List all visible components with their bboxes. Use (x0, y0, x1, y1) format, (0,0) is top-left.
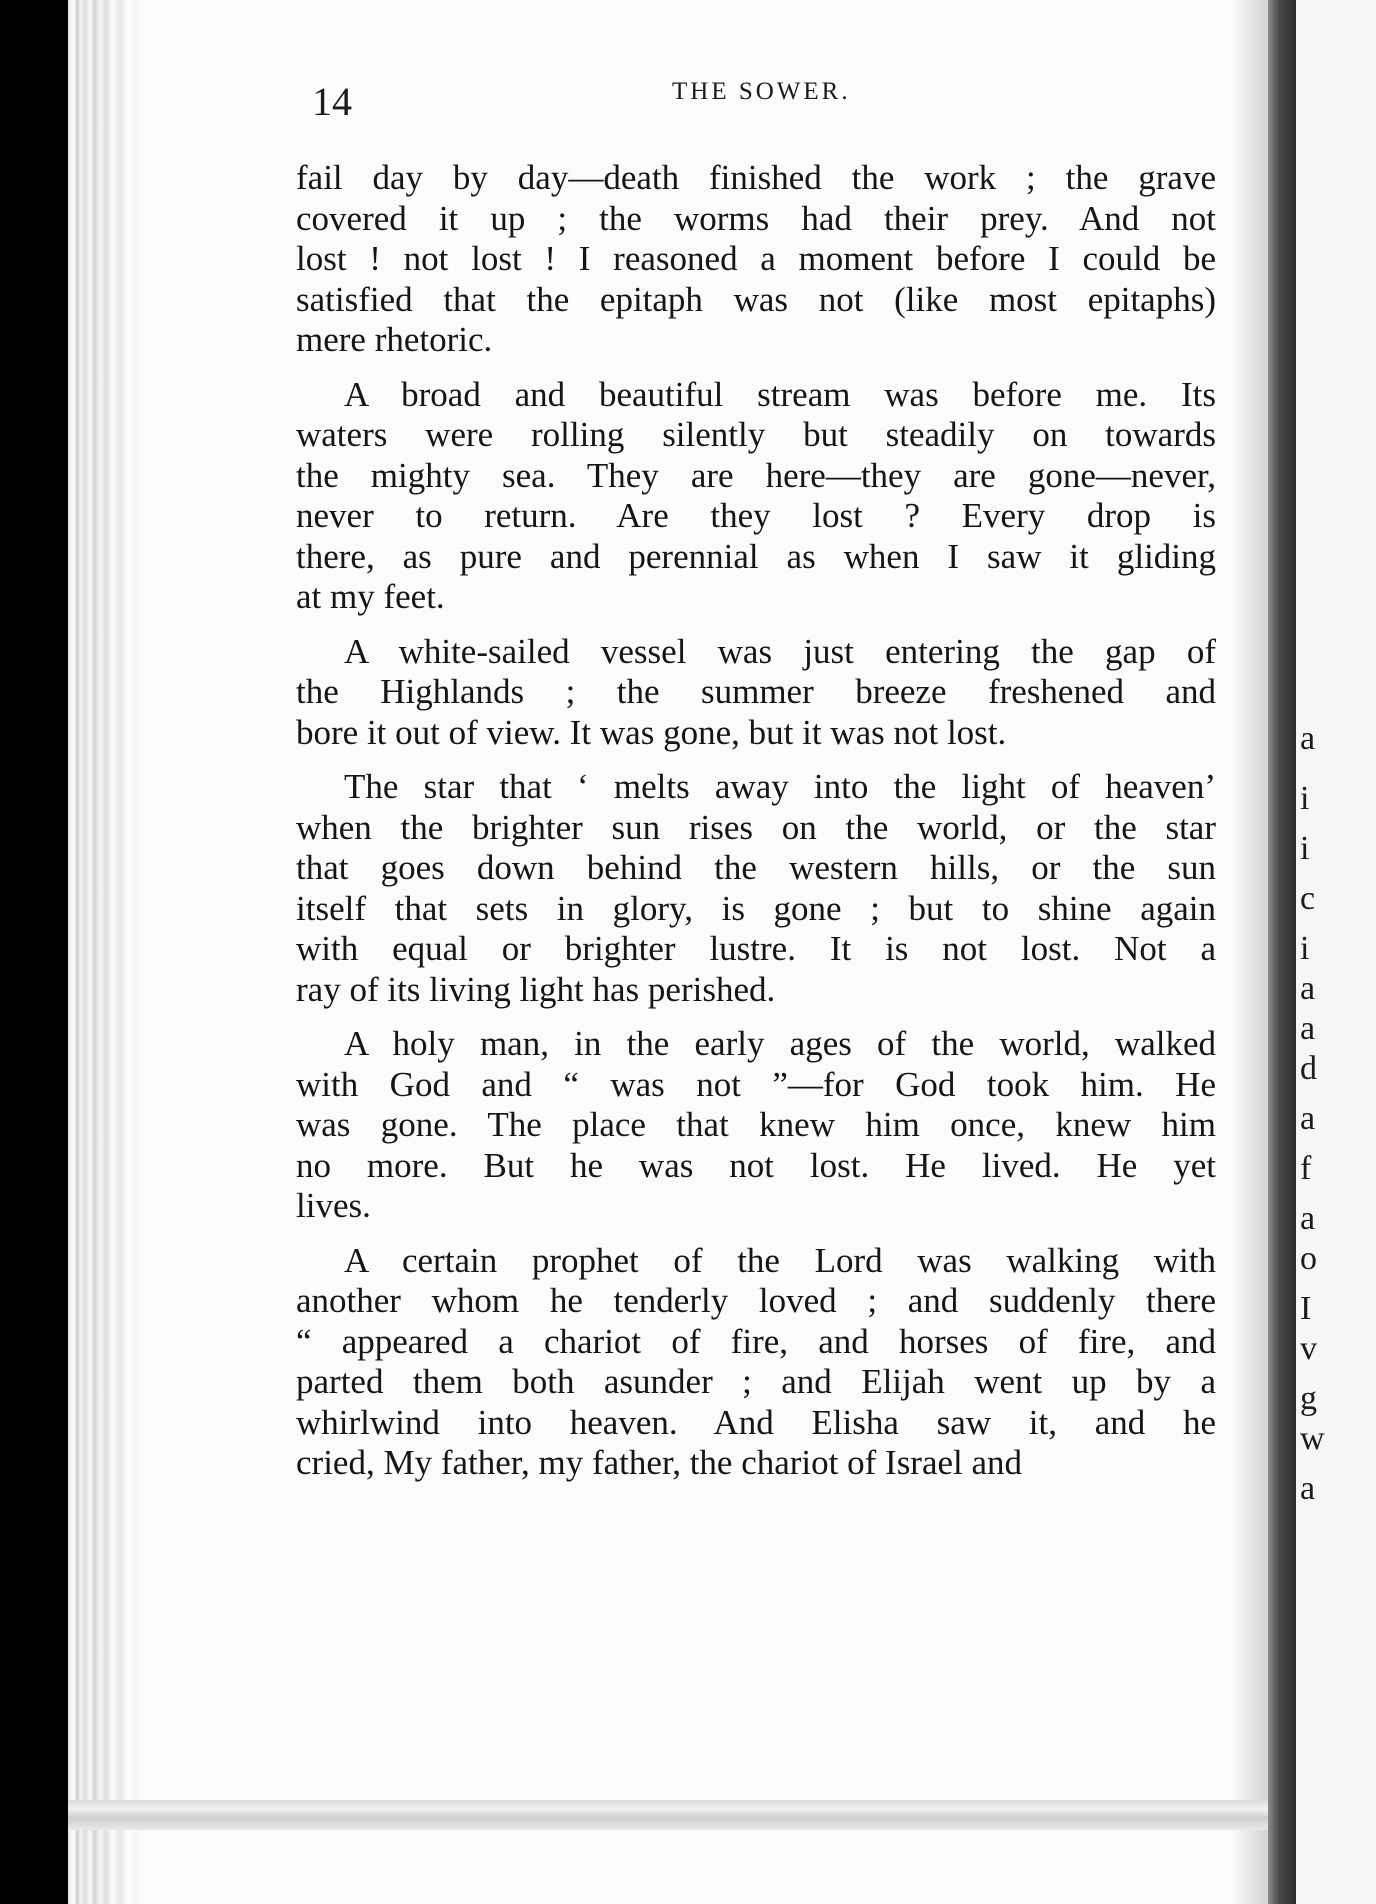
facing-page-fragment: I (1300, 1290, 1312, 1327)
text-line: the mighty sea. They are here—they are gone—never, (296, 455, 1216, 495)
text-line: fail day by day—death finished the work ; the grave (296, 158, 1216, 197)
facing-page-fragment: i (1300, 830, 1310, 867)
text-line: lives. (296, 1186, 371, 1225)
facing-page-fragment: c (1300, 880, 1316, 917)
page-edges (68, 0, 138, 1904)
facing-page-fragment: a (1300, 720, 1316, 757)
paragraph (296, 375, 1216, 618)
text-line: cried, My father, my father, the chariot of Israel and (296, 1443, 1023, 1482)
text-line: ray of its living light has perished. (296, 969, 776, 1009)
text-line: parted them both asunder ; and Elijah went up by a (296, 1362, 1216, 1401)
facing-page-fragment: a (1300, 1100, 1316, 1137)
text-line: with equal or brighter lustre. It is not lost. Not a (296, 929, 1216, 968)
text-line: itself that sets in glory, is gone ; but to shine again (296, 888, 1216, 928)
paragraph (296, 1241, 1216, 1484)
text-line: A certain prophet of the Lord was walking with (344, 1240, 1216, 1280)
text-line: that goes down behind the western hills, or the sun (296, 848, 1216, 887)
facing-page-fragment: i (1300, 780, 1310, 817)
text-line: The star that ‘ melts away into the light of heaven’ (344, 767, 1216, 806)
text-line: satisfied that the epitaph was not (like most epitaphs) (296, 279, 1216, 319)
facing-page-fragment: a (1300, 1470, 1316, 1507)
facing-page-fragment: v (1300, 1330, 1317, 1367)
text-line: there, as pure and perennial as when I saw it gliding (296, 536, 1216, 576)
text-line: was gone. The place that knew him once, knew him (296, 1105, 1216, 1144)
text-line: A white-sailed vessel was just entering the gap of (344, 631, 1216, 671)
facing-page-fragment: f (1300, 1150, 1312, 1187)
paragraph (296, 158, 1216, 361)
text-line: A holy man, in the early ages of the world, walked (344, 1024, 1216, 1063)
facing-page-fragment: a (1300, 1010, 1316, 1047)
facing-page-edge (1296, 0, 1376, 1904)
facing-page-fragment: d (1300, 1050, 1317, 1087)
text-line: bore it out of view. It was gone, but it was not lost. (296, 712, 1007, 752)
paragraph (296, 632, 1216, 754)
running-title: THE SOWER. (672, 78, 851, 105)
text-line: never to return. Are they lost ? Every drop is (296, 496, 1216, 535)
facing-page-fragment: w (1300, 1420, 1325, 1457)
text-line: the Highlands ; the summer breeze freshened and (296, 672, 1216, 711)
text-line: whirlwind into heaven. And Elisha saw it, and he (296, 1402, 1216, 1442)
facing-page-fragment: g (1300, 1380, 1317, 1417)
bottom-page-edges (68, 1800, 1268, 1830)
text-line: waters were rolling silently but steadily on towards (296, 415, 1216, 454)
text-line: A broad and beautiful stream was before me. Its (344, 374, 1216, 414)
page-number: 14 (312, 79, 352, 124)
text-line: no more. But he was not lost. He lived. He yet (296, 1145, 1216, 1185)
text-line: when the brighter sun rises on the world, or the star (296, 807, 1216, 847)
facing-page-fragment: a (1300, 970, 1316, 1007)
facing-page-fragment: i (1300, 930, 1310, 967)
text-line: at my feet. (296, 577, 445, 616)
paragraph (296, 1024, 1216, 1227)
text-line: mere rhetoric. (296, 320, 493, 359)
text-line: with God and “ was not ”—for God took him. He (296, 1064, 1216, 1104)
gutter-shadow (1232, 0, 1272, 1904)
page-body-text (296, 158, 1216, 1498)
text-line: another whom he tenderly loved ; and suddenly there (296, 1281, 1216, 1320)
facing-page-fragment: o (1300, 1240, 1317, 1277)
paragraph (296, 767, 1216, 1010)
text-line: lost ! not lost ! I reasoned a moment before I could be (296, 239, 1216, 278)
text-line: “ appeared a chariot of fire, and horses of fire, and (296, 1321, 1216, 1361)
text-line: covered it up ; the worms had their prey. And not (296, 198, 1216, 238)
book-gutter (1268, 0, 1296, 1904)
facing-page-fragment: a (1300, 1200, 1316, 1237)
